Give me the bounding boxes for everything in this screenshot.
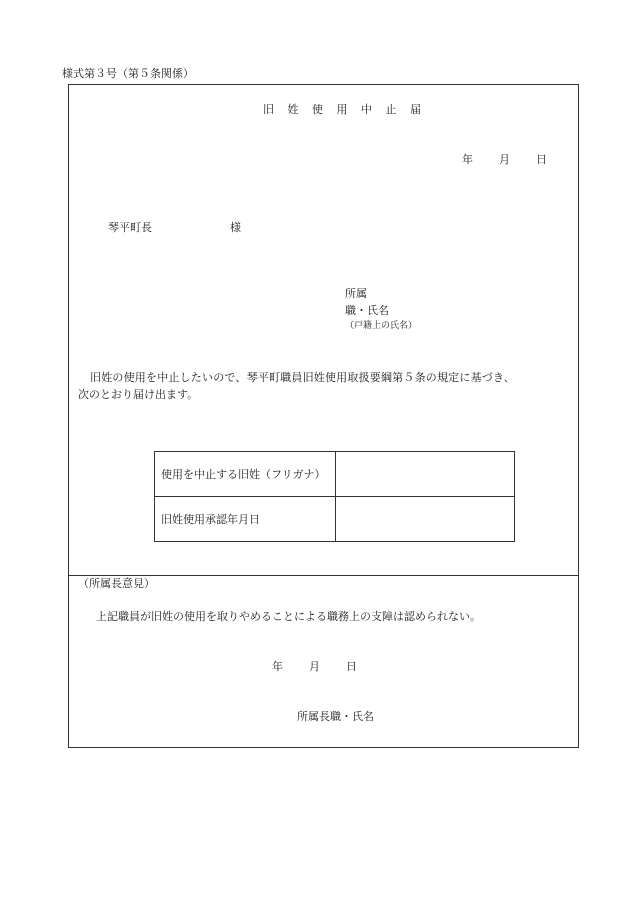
opinion-heading: （所属長意見）	[78, 577, 155, 590]
section-divider	[68, 575, 579, 576]
body-text-line2: 次のとおり届け出ます。	[78, 388, 199, 401]
opinion-text: 上記職員が旧姓の使用を取りやめることによる職務上の支障は認められない。	[96, 610, 481, 623]
day-label: 日	[536, 153, 547, 166]
approval-date-field[interactable]	[336, 497, 515, 542]
table-row	[155, 452, 515, 497]
month-label: 月	[499, 153, 510, 166]
former-name-field[interactable]	[336, 452, 515, 497]
table-row	[155, 497, 515, 542]
job-name-label: 職・氏名	[345, 304, 389, 317]
year-label: 年	[272, 660, 283, 673]
day-label: 日	[346, 660, 357, 673]
table-label-former-name: 使用を中止する旧姓（フリガナ）	[155, 452, 336, 497]
year-label: 年	[462, 153, 473, 166]
koseki-name-note: （戸籍上の氏名）	[345, 321, 418, 331]
body-text-line1: 旧姓の使用を中止したいので、琴平町職員旧姓使用取扱要綱第５条の規定に基づき、	[90, 371, 515, 384]
supervisor-signature-label: 所属長職・氏名	[297, 710, 374, 723]
addressee-honorific: 様	[230, 221, 241, 234]
opinion-date	[272, 661, 357, 672]
form-frame	[68, 84, 579, 748]
form-number-label: 様式第３号（第５条関係）	[62, 67, 194, 80]
submission-date	[462, 154, 547, 165]
month-label: 月	[309, 660, 320, 673]
form-title: 旧 姓 使 用 中 止 届	[263, 103, 426, 116]
addressee-name: 琴平町長	[108, 221, 152, 234]
affiliation-label: 所属	[345, 287, 367, 300]
table-label-approval-date: 旧姓使用承認年月日	[155, 497, 336, 542]
info-table	[154, 451, 515, 542]
